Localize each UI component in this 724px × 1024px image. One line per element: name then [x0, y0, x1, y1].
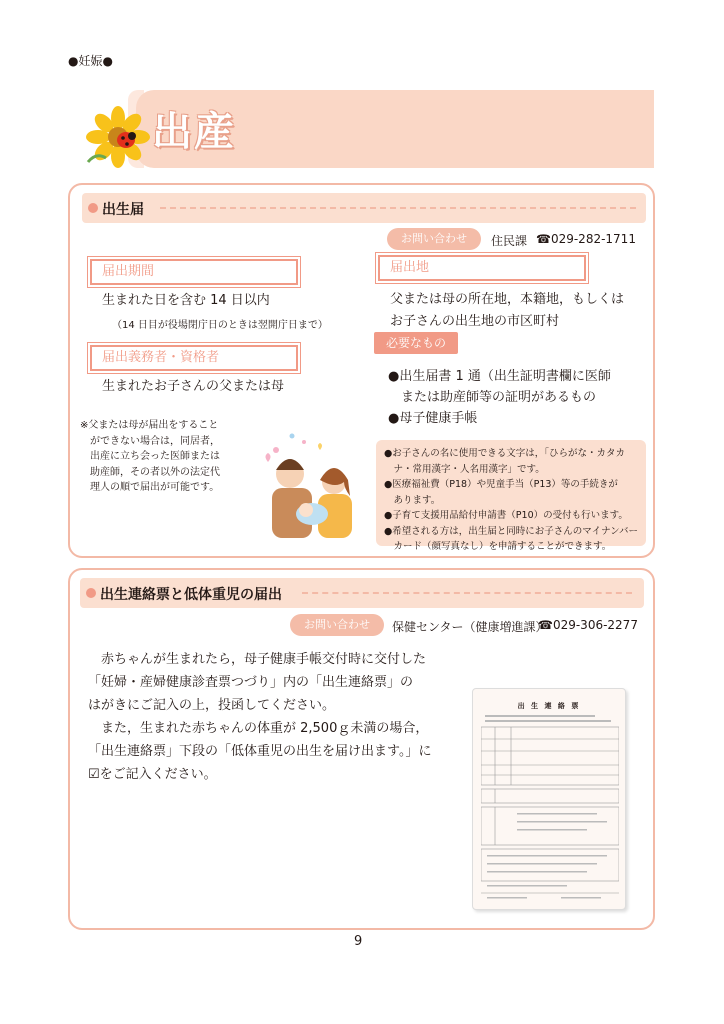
inquiry-dept: 保健センター（健康増進課）: [392, 620, 548, 634]
page-title: 出産: [152, 109, 236, 155]
inquiry-badge: お問い合わせ: [290, 614, 384, 636]
note-line: ●お子さんの名に使用できる文字は，「ひらがな・カタカ: [384, 448, 626, 459]
section-bullet-icon: [88, 203, 98, 213]
sunflower-ladybug-icon: [82, 104, 154, 170]
obligor-note-line: 出産に立ち会った医師または: [90, 451, 220, 462]
birth-card-title: 出生連絡票と低体重児の届出: [100, 587, 282, 603]
birth-notice-title: 出生届: [102, 202, 144, 218]
inquiry-badge: お問い合わせ: [387, 228, 481, 250]
needs-item: または助産師等の証明があるもの: [388, 390, 597, 405]
birth-card-body: [88, 648, 460, 786]
obligor-label: 届出義務者・資格者: [90, 345, 298, 371]
obligor-note-line: ※父または母が届出をすること: [80, 420, 219, 431]
family-illustration: [256, 430, 366, 545]
place-text: [390, 289, 624, 333]
obligor-text: 生まれたお子さんの父または母: [102, 379, 285, 394]
period-text: 生まれた日を含む 14 日以内: [102, 293, 270, 308]
obligor-note-line: ができない場合は，同居者，: [90, 435, 220, 447]
note-line: ●希望される方は，出生届と同時にお子さんのマイナンバー: [384, 525, 638, 537]
place-line: 父または母の所在地，本籍地，もしくは: [390, 292, 625, 307]
form-title: 出 生 連 絡 票: [517, 702, 581, 710]
body-line: 「出生連絡票」下段の「低体重児の出生を届け出ます。」に: [88, 744, 432, 759]
section-bullet-icon: [86, 588, 96, 598]
body-line: 「妊婦・産婦健康診査票つづり」内の「出生連絡票」の: [88, 675, 414, 690]
note-line: ●子育て支援用品給付申請書（P10）の受付も行います。: [384, 510, 628, 521]
section-divider: [160, 207, 636, 209]
obligor-note: [80, 418, 250, 496]
form-table-drawing: [481, 713, 619, 903]
birth-card-form-image: [472, 688, 626, 910]
inquiry-dept: 住民課: [491, 234, 528, 248]
body-line: ☑をご記入ください。: [88, 767, 217, 782]
breadcrumb: ●妊娠●: [68, 54, 113, 68]
note-line: あります。: [384, 494, 441, 506]
section-divider: [302, 592, 632, 594]
period-label: 届出期間: [90, 259, 298, 285]
body-line: 赤ちゃんが生まれたら，母子健康手帳交付時に交付した: [88, 652, 427, 667]
place-label: 届出地: [378, 255, 586, 281]
inquiry-phone: ☎029-282-1711: [536, 232, 636, 246]
period-note: （14 日目が役場閉庁日のときは翌開庁日まで）: [112, 320, 328, 331]
place-line: お子さんの出生地の市区町村: [390, 314, 560, 329]
page-number: 9: [354, 934, 363, 949]
obligor-note-line: 理人の順で届出が可能です。: [90, 482, 220, 493]
needs-item: ●母子健康手帳: [388, 411, 478, 426]
needs-label: 必要なもの: [374, 332, 458, 354]
body-line: また，生まれた赤ちゃんの体重が 2,500ｇ未満の場合，: [88, 721, 429, 736]
inquiry-phone: ☎029-306-2277: [538, 618, 638, 632]
body-line: はがきにご記入の上，投函してください。: [88, 698, 336, 713]
note-line: ●医療福祉費（P18）や児童手当（P13）等の手続きが: [384, 479, 618, 490]
notes-box: [376, 440, 646, 552]
obligor-note-line: 助産師，その者以外の法定代: [90, 466, 220, 478]
needs-list: [388, 366, 611, 429]
note-line: ナ・常用漢字・人名用漢字」です。: [384, 463, 545, 475]
note-line: カード（顔写真なし）を申請することができます。: [384, 541, 612, 552]
needs-item: ●出生届書 1 通（出生証明書欄に医師: [388, 369, 611, 384]
